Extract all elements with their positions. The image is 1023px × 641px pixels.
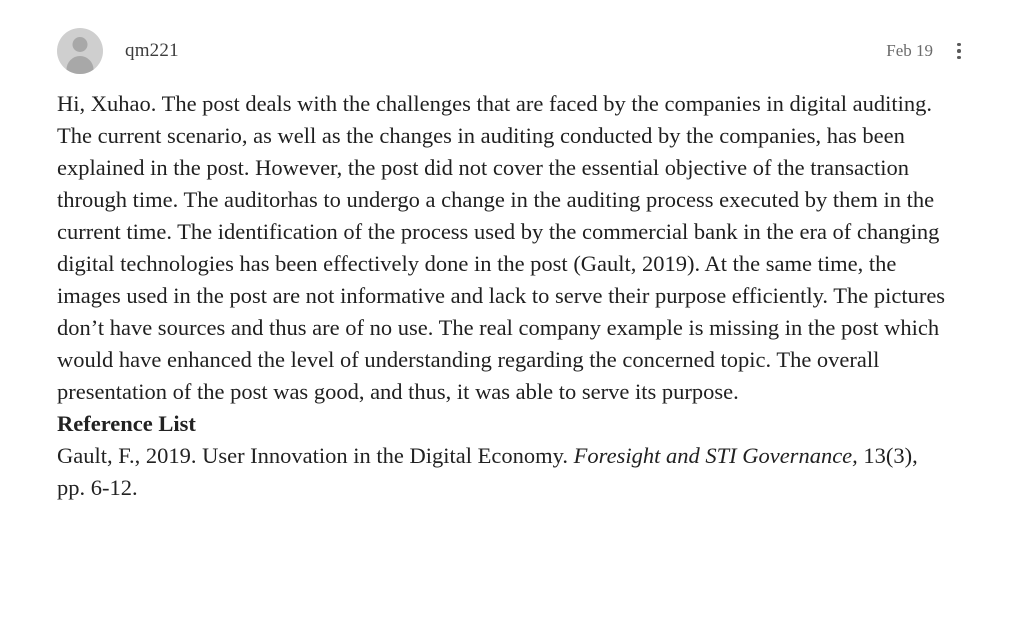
kebab-menu-icon[interactable] [949, 40, 969, 62]
reference-entry [57, 440, 947, 504]
post-body [57, 88, 947, 408]
post-header-right [886, 40, 969, 62]
reference-journal-title: Foresight and STI Governance, [573, 443, 858, 468]
reference-list-heading: Reference List [57, 411, 196, 436]
post-header [57, 20, 969, 82]
avatar[interactable] [57, 28, 103, 74]
post-body-paragraph: Hi, Xuhao. The post deals with the challenges that are faced by the companies in digital auditing. The current scenario, as well as the changes in auditing conducted by the companies, has been explained in the post. However, the post did not cover the essential objective of the transaction through time. The auditorhas to undergo a change in the auditing process executed by them in the current time. The identification of the process used by the commercial bank in the era of changing digital technologies has been effectively done in the post (Gault, 2019). At the same time, the images used in the post are not informative and lack to serve their purpose efficiently. The pictures don’t have sources and thus are of no use. The real company example is missing in the post which would have enhanced the level of understanding regarding the concerned topic. The overall presentation of the post was good, and thus, it was able to serve its purpose. [57, 91, 946, 404]
reference-text-after: 13(3), pp. 6-12. [57, 443, 918, 500]
kebab-dot-1 [957, 43, 961, 47]
kebab-dot-2 [957, 49, 961, 53]
user-avatar-placeholder-icon [73, 37, 88, 52]
avatar-body-shape [67, 56, 94, 74]
kebab-dot-3 [957, 56, 961, 60]
post-author-name[interactable]: qm221 [125, 40, 179, 61]
post-date: Feb 19 [886, 41, 933, 60]
reference-text-before: Gault, F., 2019. User Innovation in the Digital Economy. [57, 443, 574, 468]
